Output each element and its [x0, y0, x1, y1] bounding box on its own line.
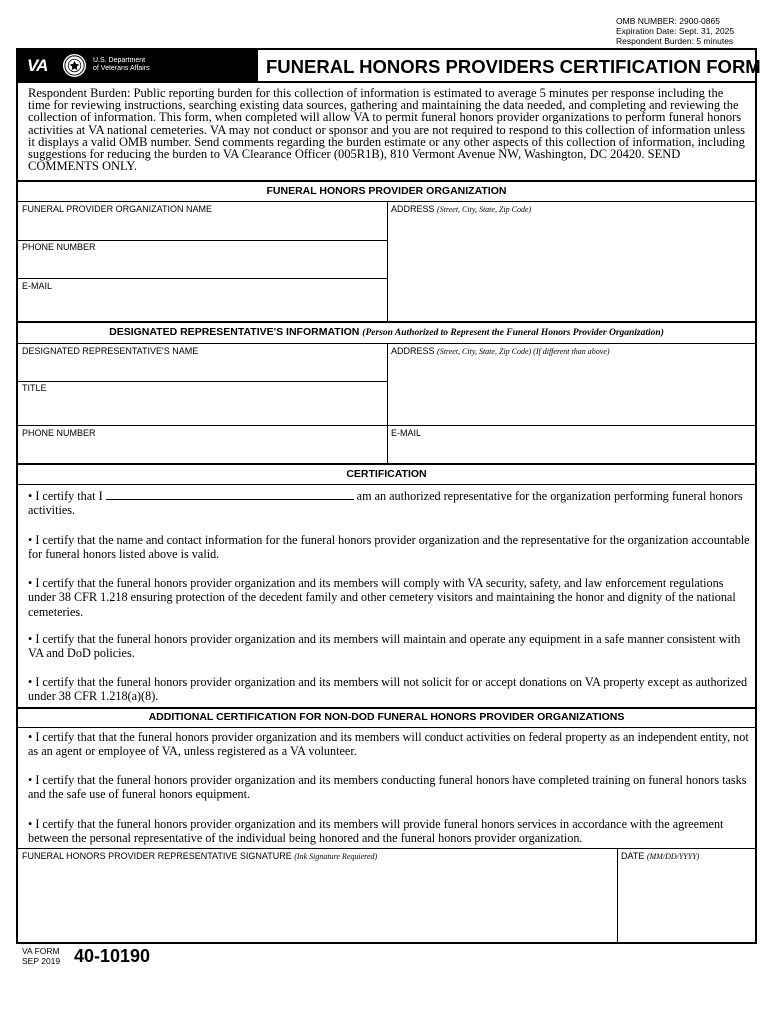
org-address-field[interactable]: ADDRESS (Street, City, State, Zip Code): [391, 204, 532, 214]
rep-address-field[interactable]: ADDRESS (Street, City, State, Zip Code) (If different than above): [391, 346, 610, 356]
form-footer: [22, 946, 151, 966]
org-section-title: FUNERAL HONORS PROVIDER ORGANIZATION: [266, 185, 507, 197]
form-frame: [16, 48, 761, 944]
divider: [18, 707, 755, 709]
va-logo: [18, 50, 258, 81]
rep-title-field[interactable]: TITLE: [22, 383, 47, 393]
certifier-name-input[interactable]: [106, 490, 354, 500]
additional-item-2: • I certify that the funeral honors provider organization and its members conducting funeral honors have completed training on funeral honors tasks and the safe use of funeral honors equipment.: [28, 773, 747, 802]
rep-email-field[interactable]: E-MAIL: [391, 428, 422, 438]
certification-item-3: • I certify that the funeral honors provider organization and its members will comply with VA security, safety, and law enforcement regulations under 38 CFR 1.218 ensuring protection of the decedent family and other cemetery visitors and maintaining the honor and dignity of the national cemeteries.: [28, 576, 736, 619]
divider: [18, 278, 387, 279]
rep-section-title: DESIGNATED REPRESENTATIVE'S INFORMATION (Person Authorized to Represent the Funeral Honors Provider Organization): [109, 326, 664, 338]
va-mark: VA: [27, 56, 48, 75]
divider: [18, 321, 755, 323]
divider: [18, 727, 755, 728]
rep-name-field[interactable]: DESIGNATED REPRESENTATIVE'S NAME: [22, 346, 199, 356]
burden-statement: Respondent Burden: Public reporting burden for this collection of information is estimated to average 5 minutes per response including the time for reviewing instructions, searching existing data sources, gathering and maintaining the data needed, and completing and reviewing the collection of information. This form, when completed will allow VA to permit funeral honors provider organizations to perform funeral honors activities at VA national cemeteries. VA may not conduct or sponsor and you are not required to respond to this collection of information unless it displays a valid OMB number. Send comments regarding the burden estimate or any other aspects of this collection of information, including suggestions for reducing the burden to VA Clearance Officer (005R1B), 810 Vermont Avenue NW, Washington, DC 20420. SEND COMMENTS ONLY.: [28, 86, 745, 174]
certification-title: CERTIFICATION: [346, 468, 427, 480]
column-divider: [387, 343, 388, 463]
certification-item-4: • I certify that the funeral honors provider organization and its members will maintain and operate any equipment in a safe manner consistent with VA and DoD policies.: [28, 632, 741, 661]
divider: [18, 848, 755, 849]
org-phone-field[interactable]: PHONE NUMBER: [22, 242, 96, 252]
respondent-burden: Respondent Burden: 5 minutes: [616, 36, 734, 46]
va-seal-icon: [62, 53, 87, 78]
divider: [18, 463, 755, 465]
form-label: VA FORM: [22, 946, 60, 956]
form-header: [18, 50, 761, 83]
expiration-date: Expiration Date: Sept. 31, 2025: [616, 26, 735, 36]
divider: [18, 240, 387, 241]
certification-item-5: • I certify that the funeral honors provider organization and its members will not solicit for or accept donations on VA property except as authorized under 38 CFR 1.218(a)(8).: [28, 675, 748, 704]
divider: [18, 484, 755, 485]
form-title: FUNERAL HONORS PROVIDERS CERTIFICATION FORM: [266, 56, 761, 77]
form-number: 40-10190: [74, 946, 151, 966]
omb-number: OMB NUMBER: 2900-0865: [616, 16, 720, 26]
additional-certification-title: ADDITIONAL CERTIFICATION FOR NON-DOD FUNERAL HONORS PROVIDER ORGANIZATIONS: [148, 711, 625, 723]
org-name-field[interactable]: FUNERAL PROVIDER ORGANIZATION NAME: [22, 204, 213, 214]
omb-info: [616, 16, 734, 46]
divider: [18, 180, 755, 182]
certification-item-2: • I certify that the name and contact information for the funeral honors provider organization and the representative for the organization accountable for funeral honors listed above is valid.: [28, 533, 750, 562]
column-divider: [617, 848, 618, 942]
divider: [18, 381, 387, 382]
column-divider: [387, 201, 388, 321]
rep-phone-field[interactable]: PHONE NUMBER: [22, 428, 96, 438]
additional-item-3: • I certify that the funeral honors provider organization and its members will provide funeral honors services in accordance with the agreement between the personal representative of the individual being honored and the funeral honors provider organization.: [28, 817, 724, 846]
signature-field[interactable]: FUNERAL HONORS PROVIDER REPRESENTATIVE SIGNATURE (Ink Signature Requiered): [22, 851, 378, 861]
additional-item-1: • I certify that that the funeral honors provider organization and its members will conduct activities on federal property as an independent entity, not as an agent or employee of VA, unless registered as a VA volunteer.: [28, 730, 749, 759]
date-field[interactable]: DATE (MM/DD/YYYY): [621, 851, 700, 861]
divider: [18, 425, 755, 426]
department-name: U.S. Department of Veterans Affairs: [93, 57, 150, 72]
form-date: SEP 2019: [22, 956, 61, 966]
org-email-field[interactable]: E-MAIL: [22, 281, 53, 291]
certification-item-1: • I certify that I am an authorized representative for the organization performing funeral honors activities.: [28, 489, 743, 518]
